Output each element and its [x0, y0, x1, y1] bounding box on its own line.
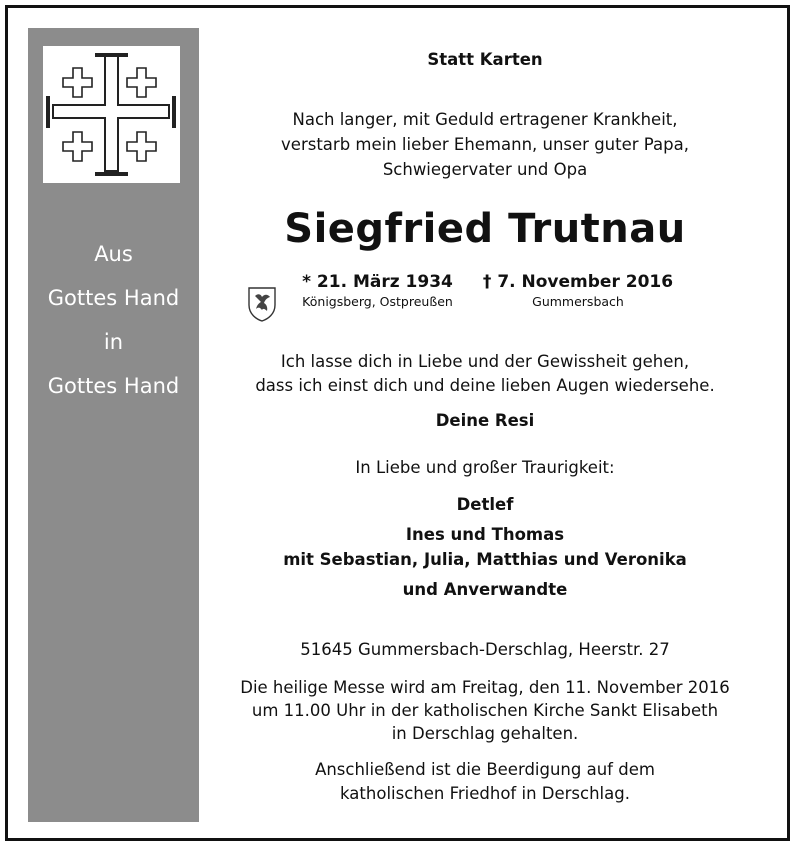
mass-line: Die heilige Messe wird am Freitag, den 11. November 2016 [240, 678, 730, 697]
motto-line: in [103, 330, 124, 354]
birth-block [285, 272, 470, 309]
deceased-name: Siegfried Trutnau [284, 206, 686, 252]
signature: Deine Resi [435, 411, 535, 430]
motto-line: Gottes Hand [47, 286, 180, 310]
family-line: und Anverwandte [402, 580, 568, 599]
burial-line: Anschließend ist die Beerdigung auf dem [315, 760, 655, 779]
mass-line: in Derschlag gehalten. [391, 724, 579, 743]
burial-line: katholischen Friedhof in Derschlag. [340, 784, 630, 803]
intro-line: Schwiegervater und Opa [382, 160, 588, 179]
mass-line: um 11.00 Uhr in der katholischen Kirche Sankt Elisabeth [251, 701, 719, 720]
family-line: Detlef [456, 495, 514, 514]
eagle-crest-icon [247, 285, 277, 327]
motto-line: Aus [94, 242, 133, 266]
sidebar-motto [28, 232, 199, 408]
obituary-content [215, 0, 755, 851]
intro-line: Nach langer, mit Geduld ertragener Krankheit, [292, 110, 678, 129]
family-line: Ines und Thomas [405, 525, 565, 544]
jerusalem-cross-icon [43, 46, 180, 183]
address: 51645 Gummersbach-Derschlag, Heerstr. 27 [300, 640, 670, 659]
death-place: Gummersbach [532, 294, 624, 309]
death-date: † 7. November 2016 [482, 272, 674, 292]
motto-line: Gottes Hand [47, 374, 180, 398]
poem-line: dass ich einst dich und deine lieben Augen wiedersehe. [255, 376, 715, 395]
death-block [478, 272, 678, 309]
statt-karten: Statt Karten [427, 50, 543, 69]
intro-line: verstarb mein lieber Ehemann, unser guter Papa, [281, 135, 689, 154]
birth-place: Königsberg, Ostpreußen [302, 294, 453, 309]
family-line: mit Sebastian, Julia, Matthias und Veronika [283, 550, 687, 569]
birth-date: * 21. März 1934 [302, 272, 453, 292]
poem-line: Ich lasse dich in Liebe und der Gewissheit gehen, [280, 352, 690, 371]
mourning-line: In Liebe und großer Traurigkeit: [355, 458, 615, 477]
